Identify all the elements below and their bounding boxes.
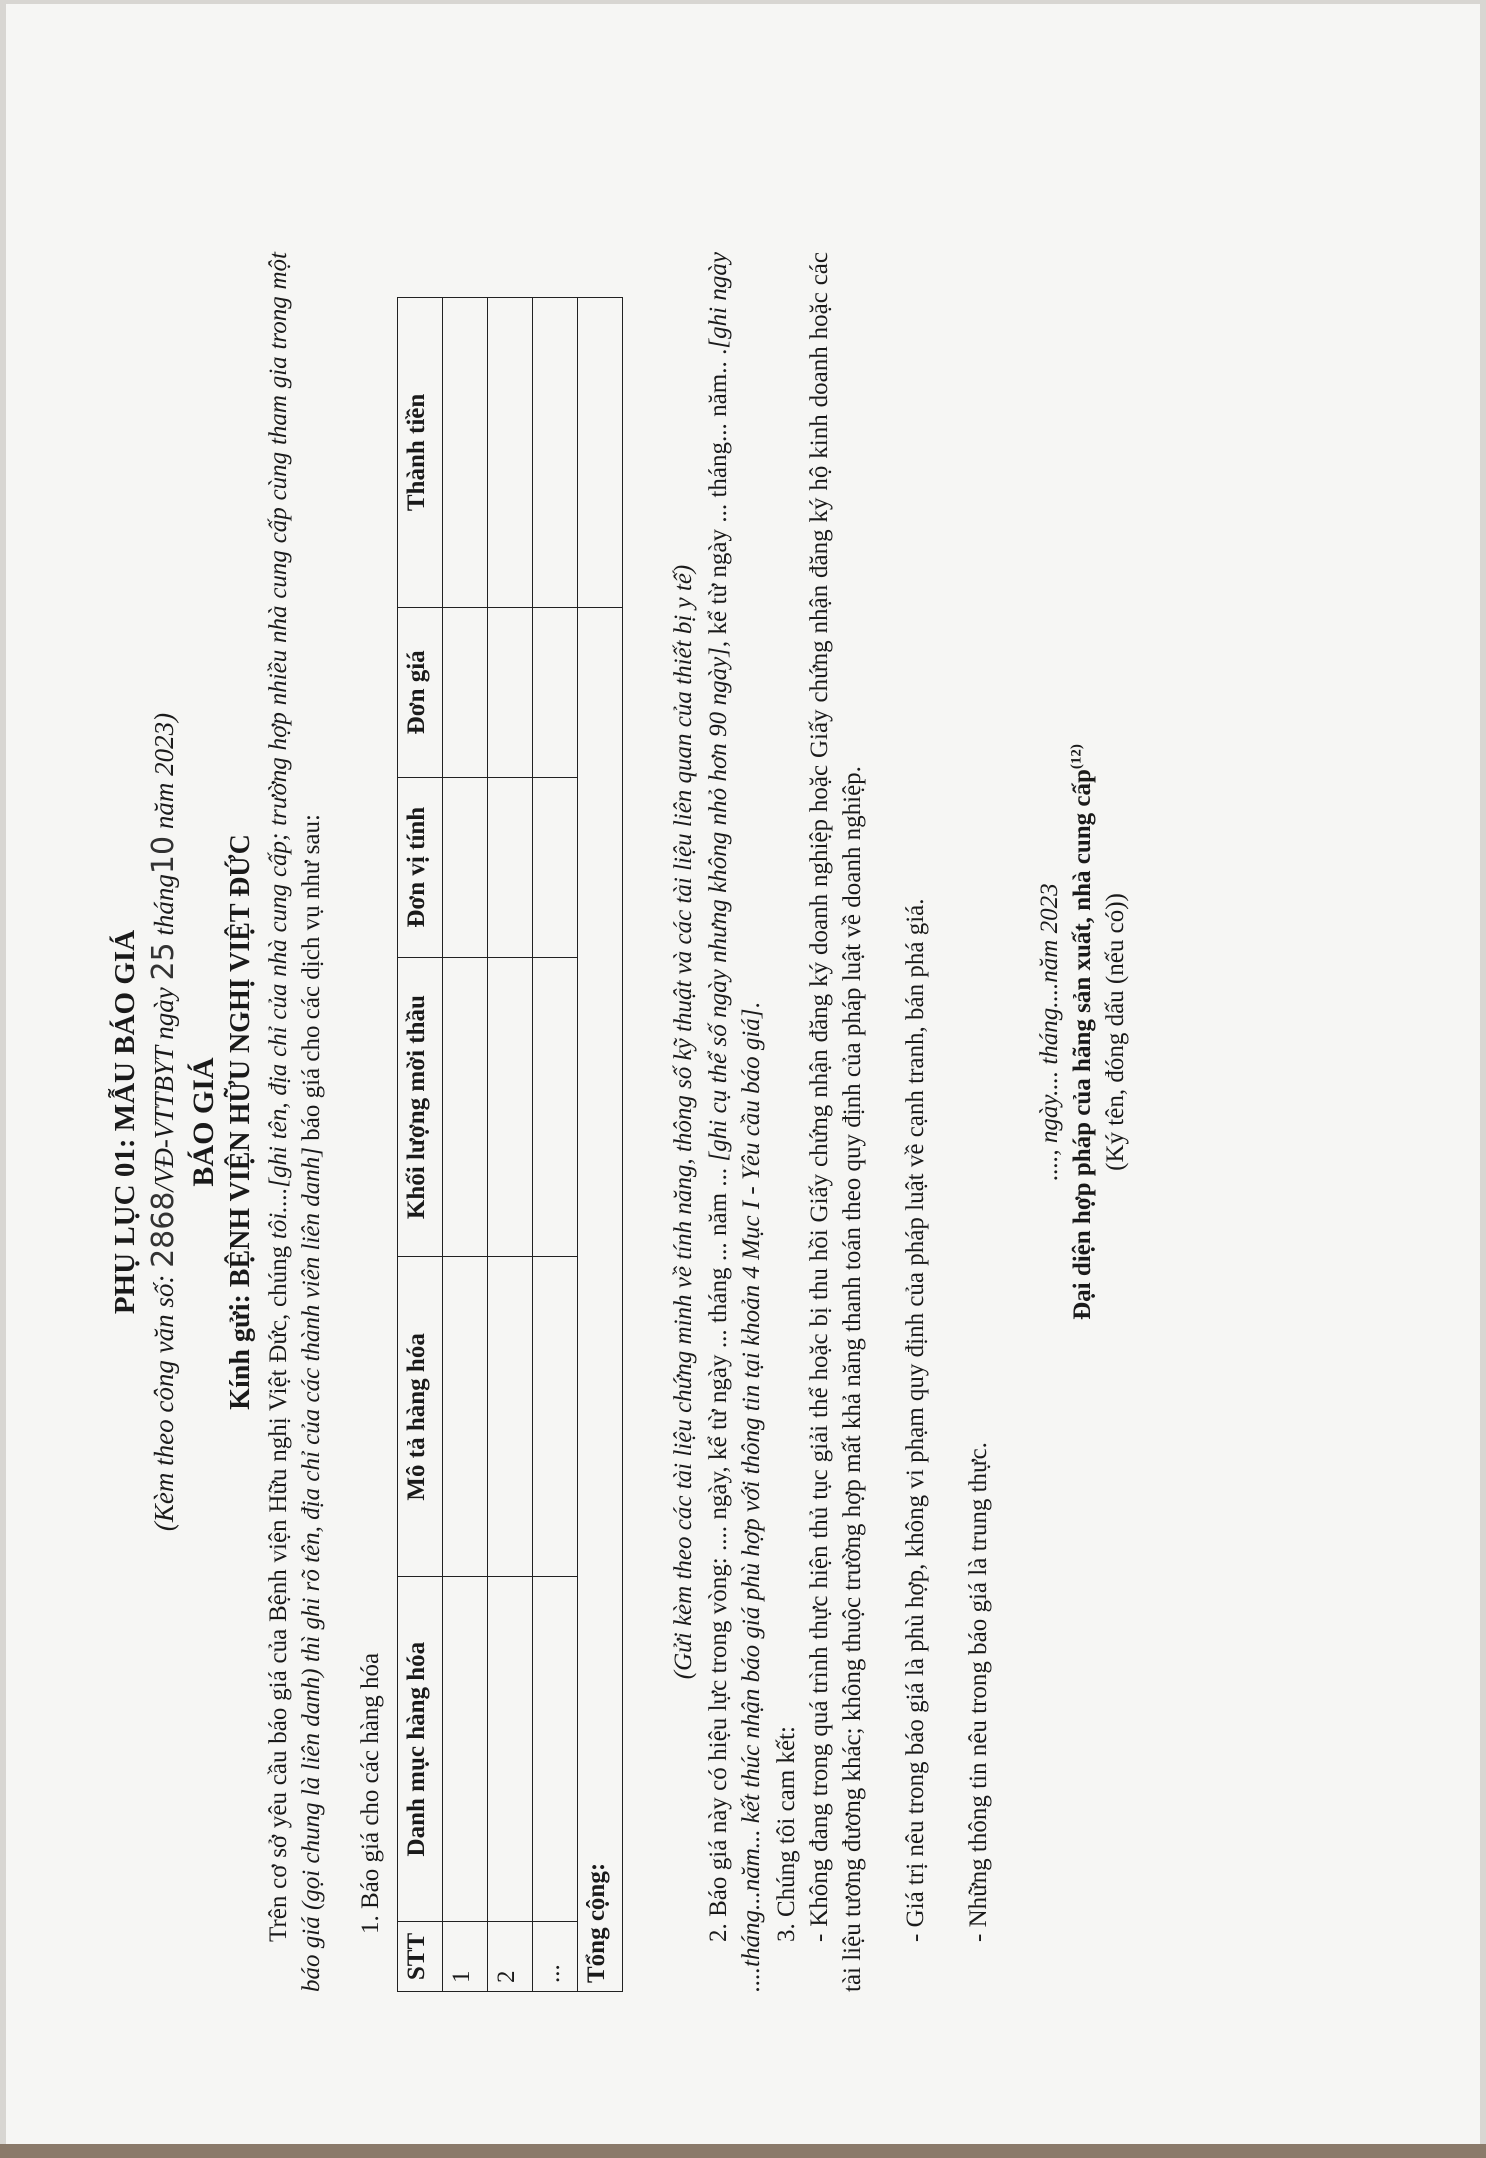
signature-role bbox=[1066, 632, 1099, 1432]
validity-italic-1: [ghi cụ thể số ngày nhưng không nhỏ hơn 90 ngày] bbox=[705, 647, 733, 1162]
table-cell bbox=[533, 1577, 578, 1922]
validity-italic-2: [ghi ngày ....tháng...năm... kết thúc nhận báo giá phù hợp với thông tin tại khoản 4 Mục I - Yêu cầu báo giá] bbox=[705, 252, 766, 1992]
paper-sheet bbox=[6, 4, 1480, 2154]
col-header-description: Mô tả hàng hóa bbox=[398, 1257, 443, 1577]
intro-paragraph bbox=[262, 252, 328, 1992]
table-cell bbox=[488, 777, 533, 957]
table-cell bbox=[533, 957, 578, 1257]
table-cell bbox=[443, 607, 488, 777]
ref-post: năm 2023) bbox=[149, 712, 180, 830]
commitment-bullet-1: - Không đang trong quá trình thực hiện thủ tục giải thể hoặc bị thu hồi Giấy chứng nhận đăng ký doanh nghiệp hoặc Giấy chứng nhận đăng ký hộ kinh doanh hoặc các tài liệu tương đương khác; không thuộc trường hợp mất khả năng thanh toán theo quy định của pháp luật về doanh nghiệp. bbox=[806, 252, 867, 1992]
commitment-title: 3. Chúng tôi cam kết: bbox=[773, 1726, 801, 1942]
row-stt: 2 bbox=[488, 1922, 533, 1992]
handwritten-day: 25 bbox=[146, 942, 182, 981]
validity-text-1: 2. Báo giá này có hiệu lực trong vòng: .... ngày, kể từ ngày ... tháng ... năm ... bbox=[705, 1161, 733, 1942]
intro-text: Trên cơ sở yêu cầu báo giá của Bệnh viện Hữu nghị Việt Đức, chúng bbox=[265, 1239, 293, 1942]
signature-note: (Ký tên, đóng dấu (nếu có)) bbox=[1102, 893, 1130, 1171]
recipient-label: Kính gửi: bbox=[225, 1294, 257, 1410]
section-1-title: 1. Báo giá cho các hàng hóa bbox=[357, 1652, 385, 1934]
quote-table bbox=[397, 297, 623, 1992]
table-cell bbox=[488, 957, 533, 1257]
table-cell bbox=[488, 298, 533, 608]
signature-date: ...., ngày.... tháng....năm 2023 bbox=[1036, 883, 1064, 1181]
table-total-row bbox=[578, 298, 623, 1992]
col-header-amount: Thành tiền bbox=[398, 298, 443, 608]
table-cell bbox=[443, 298, 488, 608]
col-header-quantity: Khối lượng mời thầu bbox=[398, 957, 443, 1257]
col-header-unit: Đơn vị tính bbox=[398, 777, 443, 957]
table-cell bbox=[443, 777, 488, 957]
document-body bbox=[106, 252, 1132, 1992]
table-row bbox=[443, 298, 488, 1992]
table-row bbox=[488, 298, 533, 1992]
attachment-note: (Gửi kèm theo các tài liệu chứng minh về tính năng, thông số kỹ thuật và các tài liệu liên quan của thiết bị y tế) bbox=[670, 564, 698, 1680]
row-stt: ... bbox=[533, 1922, 578, 1992]
appendix-title: PHỤ LỤC 01: MẪU BÁO GIÁ bbox=[109, 929, 141, 1315]
table-header-row bbox=[398, 298, 443, 1992]
ref-pre: (Kèm theo công văn số: bbox=[149, 1274, 180, 1532]
signature-role-text: Đại diện hợp pháp của hãng sản xuất, nhà cung cấp bbox=[1069, 769, 1097, 1320]
table-cell bbox=[533, 777, 578, 957]
table-cell bbox=[443, 1257, 488, 1577]
handwritten-doc-number: 2868 bbox=[146, 1191, 182, 1268]
recipient-name: BỆNH VIỆN HỮU NGHỊ VIỆT ĐỨC bbox=[225, 834, 257, 1288]
table-cell bbox=[488, 1577, 533, 1922]
table-cell bbox=[488, 607, 533, 777]
signature-block bbox=[1033, 632, 1132, 1432]
validity-clause bbox=[702, 252, 768, 1992]
table-cell bbox=[443, 957, 488, 1257]
scan-edge bbox=[0, 2144, 1486, 2158]
table-cell bbox=[533, 607, 578, 777]
total-value-cell bbox=[578, 298, 623, 608]
validity-text-3: . bbox=[738, 1002, 766, 1009]
reference-line bbox=[144, 252, 184, 1992]
ref-mid1: /VĐ-VTTBYT ngày bbox=[149, 987, 180, 1192]
intro-italic: tôi....[ghi tên, địa chỉ của nhà cung cấp; trường hợp nhiều nhà cung cấp cùng tham gia trong một báo giá (gọi chung là liên danh) thì ghi rõ tên, địa chỉ của các thành viên liên danh] bbox=[265, 252, 326, 1992]
intro-end: báo giá cho các dịch vụ như sau: bbox=[298, 814, 326, 1147]
document-title: BÁO GIÁ bbox=[186, 1057, 220, 1187]
table-row bbox=[533, 298, 578, 1992]
col-header-unit-price: Đơn giá bbox=[398, 607, 443, 777]
col-header-stt: STT bbox=[398, 1922, 443, 1992]
table-cell bbox=[488, 1257, 533, 1577]
commitment-bullet-3: - Những thông tin nêu trong báo giá là trung thực. bbox=[965, 1442, 993, 1942]
signature-footnote-ref: (12) bbox=[1069, 744, 1086, 770]
table-cell bbox=[533, 298, 578, 608]
recipient-line bbox=[223, 252, 260, 1992]
rotated-page bbox=[6, 4, 1480, 2154]
table-cell bbox=[443, 1577, 488, 1922]
ref-mid2: tháng bbox=[149, 874, 180, 936]
col-header-item: Danh mục hàng hóa bbox=[398, 1577, 443, 1922]
validity-text-2: , kể từ ngày ... tháng... năm.. . bbox=[705, 348, 733, 648]
total-label: Tổng cộng: bbox=[578, 607, 623, 1991]
row-stt: 1 bbox=[443, 1922, 488, 1992]
handwritten-month: 10 bbox=[146, 835, 182, 875]
table-cell bbox=[533, 1257, 578, 1577]
commitment-bullet-2: - Giá trị nêu trong báo giá là phù hợp, không vi phạm quy định của pháp luật về cạnh tranh, bán phá giá. bbox=[902, 898, 930, 1942]
